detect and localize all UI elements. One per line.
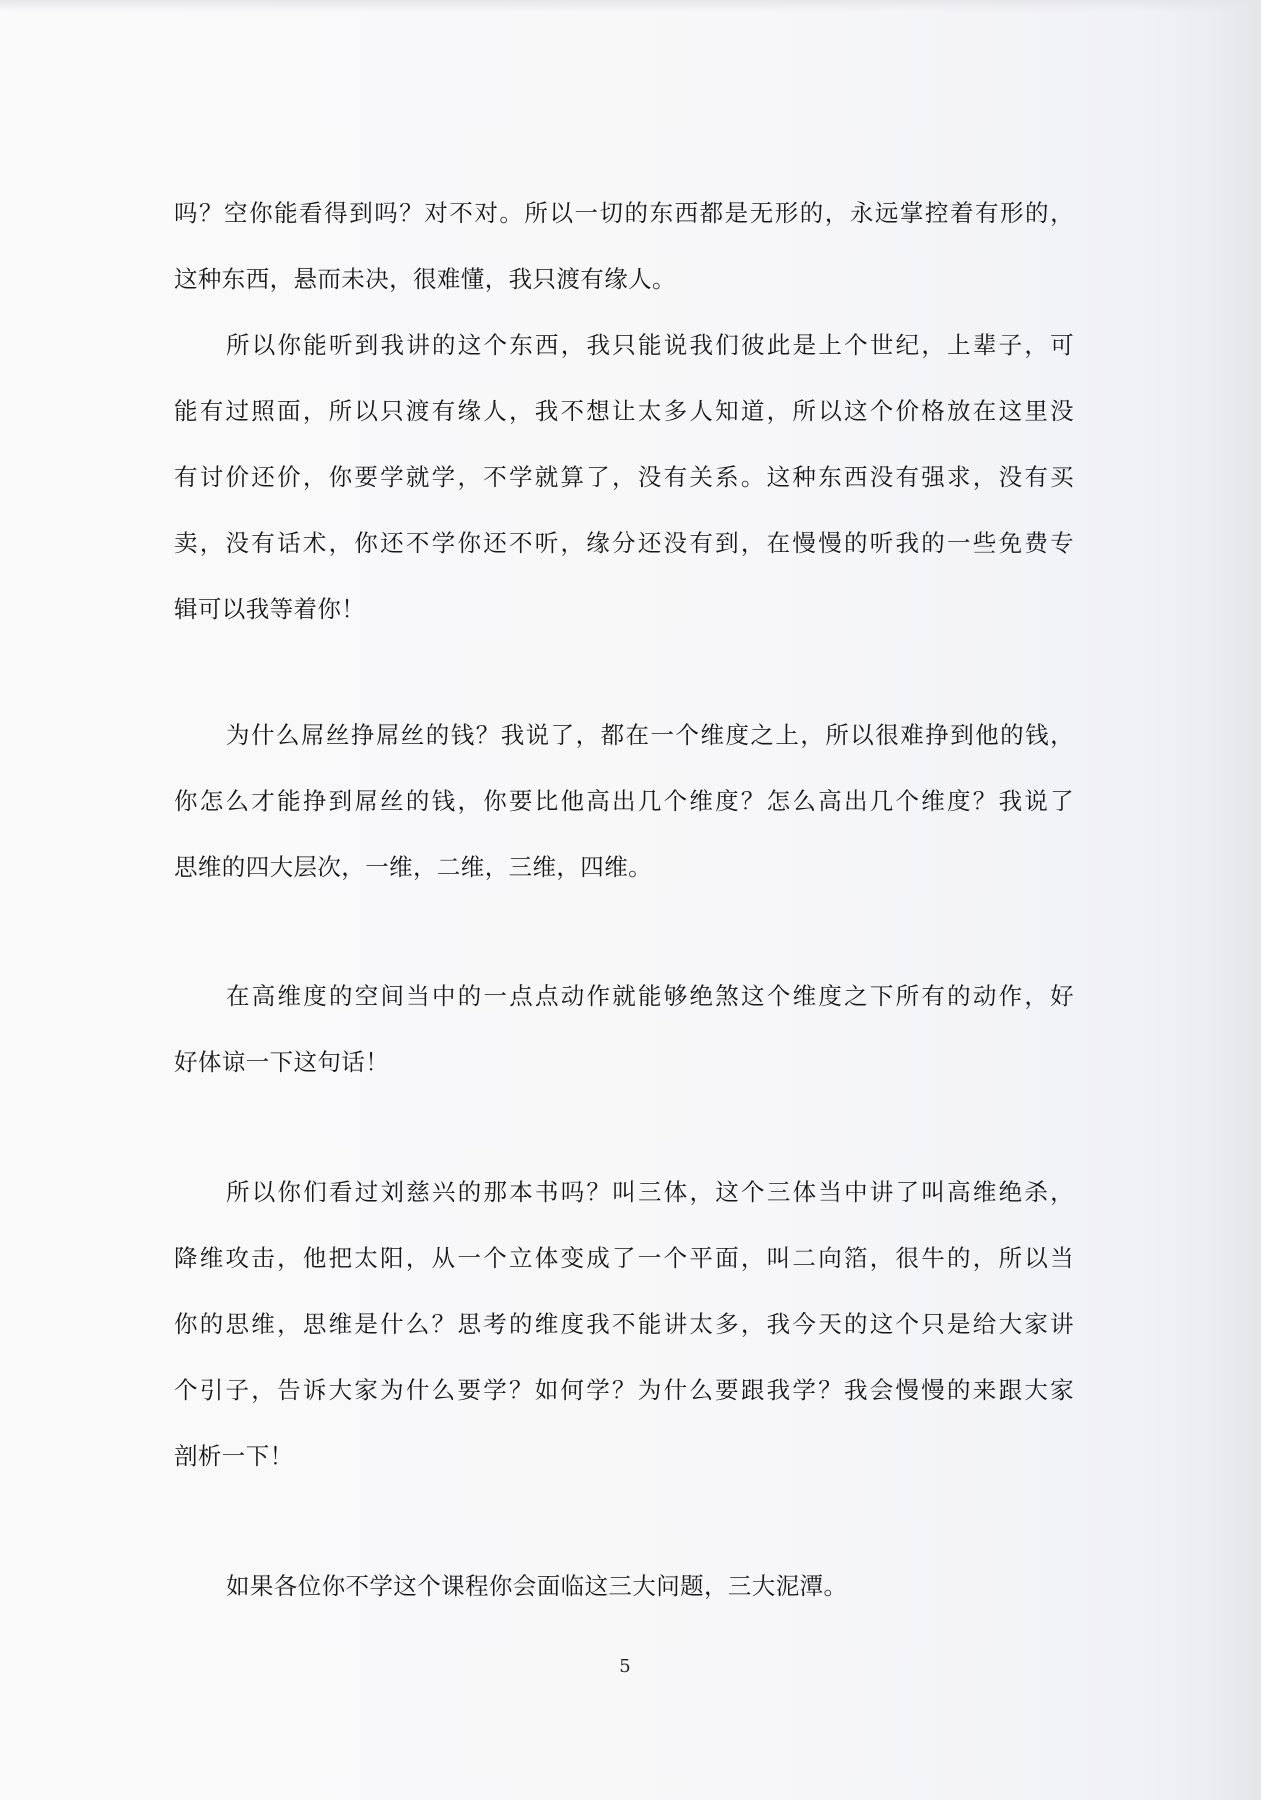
paragraph-1-line-2: 这种东西，悬而未决，很难懂，我只渡有缘人。	[174, 265, 676, 293]
paragraph-2-line-4: 卖，没有话术，你还不学你还不听，缘分还没有到，在慢慢的听我的一些免费专	[174, 529, 1074, 557]
paragraph-4-line-1: 在高维度的空间当中的一点点动作就能够绝煞这个维度之下所有的动作，好	[226, 982, 1074, 1010]
paragraph-2-line-1: 所以你能听到我讲的这个东西，我只能说我们彼此是上个世纪，上辈子，可	[226, 331, 1074, 359]
paragraph-2-line-5: 辑可以我等着你！	[174, 595, 366, 623]
paragraph-5-line-3: 你的思维，思维是什么？思考的维度我不能讲太多，我今天的这个只是给大家讲	[174, 1310, 1074, 1338]
page-number: 5	[619, 1656, 631, 1677]
paragraph-3-line-3: 思维的四大层次，一维，二维，三维，四维。	[174, 853, 652, 881]
paragraph-3-line-2: 你怎么才能挣到屌丝的钱，你要比他高出几个维度？怎么高出几个维度？我说了	[174, 787, 1074, 815]
paragraph-6-line-1: 如果各位你不学这个课程你会面临这三大问题，三大泥潭。	[226, 1572, 848, 1600]
paragraph-2-line-3: 有讨价还价，你要学就学，不学就算了，没有关系。这种东西没有强求，没有买	[174, 463, 1074, 491]
paragraph-5-line-5: 剖析一下！	[174, 1442, 294, 1470]
paragraph-3-line-1: 为什么屌丝挣屌丝的钱？我说了，都在一个维度之上，所以很难挣到他的钱，	[226, 721, 1074, 749]
paragraph-5-line-4: 个引子，告诉大家为什么要学？如何学？为什么要跟我学？我会慢慢的来跟大家	[174, 1376, 1074, 1404]
paragraph-4-line-2: 好体谅一下这句话！	[174, 1048, 390, 1076]
paragraph-2-line-2: 能有过照面，所以只渡有缘人，我不想让太多人知道，所以这个价格放在这里没	[174, 397, 1074, 425]
paragraph-5-line-2: 降维攻击，他把太阳，从一个立体变成了一个平面，叫二向箔，很牛的，所以当	[174, 1244, 1074, 1272]
paragraph-1-line-1: 吗？空你能看得到吗？对不对。所以一切的东西都是无形的，永远掌控着有形的，	[174, 199, 1074, 227]
paragraph-5-line-1: 所以你们看过刘慈兴的那本书吗？叫三体，这个三体当中讲了叫高维绝杀，	[226, 1178, 1074, 1206]
